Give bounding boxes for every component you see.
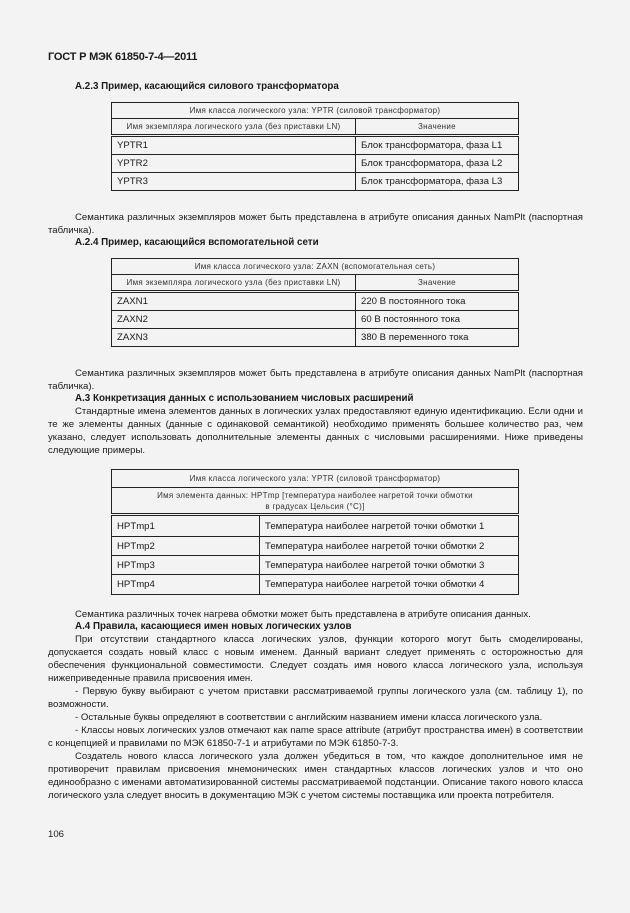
instance-value: 60 В постоянного тока — [356, 311, 519, 329]
element-name: HPTmp3 — [112, 556, 260, 575]
document-header: ГОСТ Р МЭК 61850-7-4—2011 — [48, 51, 198, 63]
section-heading-a3: А.3 Конкретизация данных с использованием числовых расширений — [75, 393, 414, 404]
instance-name: ZAXN3 — [112, 329, 356, 347]
table-class-header: Имя класса логического узла: ZAXN (вспомогательная сеть) — [112, 259, 519, 275]
instance-name: ZAXN1 — [112, 292, 356, 311]
section-heading-a4: А.4 Правила, касающиеся имен новых логических узлов — [75, 621, 352, 632]
instance-name: YPTR1 — [112, 136, 356, 155]
page-number: 106 — [48, 829, 65, 840]
rule-item: - Первую букву выбирают с учетом приставки рассматриваемой группы логического узла (см. таблицу 1), по возможности. — [48, 686, 583, 710]
table-row — [112, 173, 519, 191]
column-header-instance: Имя экземпляра логического узла (без приставки LN) — [112, 275, 356, 292]
table-zaxn-instances — [111, 258, 519, 347]
table-class-header: Имя класса логического узла: YPTR (силовой трансформатор) — [112, 103, 519, 119]
table-row — [112, 311, 519, 329]
table-row — [112, 329, 519, 347]
table-row — [112, 537, 519, 556]
element-value: Температура наиболее нагретой точки обмотки 4 — [260, 575, 519, 595]
table-row — [112, 292, 519, 311]
rule-item: - Классы новых логических узлов отмечают как name space attribute (атрибут пространства имен) в соответствии с концепцией и правилами по МЭК 61850-7-1 и атрибутами по МЭК 61850-7-3. — [48, 725, 583, 749]
column-header-value: Значение — [356, 119, 519, 136]
instance-name: YPTR2 — [112, 155, 356, 173]
element-name: HPTmp2 — [112, 537, 260, 556]
element-name: HPTmp4 — [112, 575, 260, 595]
section-heading-a23: А.2.3 Пример, касающийся силового трансформатора — [75, 81, 339, 92]
instance-value: Блок трансформатора, фаза L2 — [356, 155, 519, 173]
table-yptr-instances — [111, 102, 519, 191]
table-element-header: Имя элемента данных: HPTmp [температура наиболее нагретой точки обмотки в градусах Цельсия (°С)] — [112, 488, 519, 515]
a4-body — [48, 633, 583, 802]
table-row — [112, 136, 519, 155]
table-row — [112, 556, 519, 575]
body-paragraph: Стандартные имена элементов данных в логических узлах предоставляют единую идентификацию. Если одни и те же элементы данных (данные с одинаковой семантикой) необходимо применять большее количество раз, чем указано, следует использовать дополнительные элементы данных с числовыми расширениями. Ниже приведены следующие примеры. — [48, 406, 583, 456]
table-row — [112, 575, 519, 595]
column-header-instance: Имя экземпляра логического узла (без приставки LN) — [112, 119, 356, 136]
body-paragraph: При отсутствии стандартного класса логических узлов, функции которого могут быть смоделированы, допускается создать новый класс с новым именем. Данный вариант следует применять с осторожностью для обеспечения функциональной совместимости. Следует создать имя нового класса логического узла, используя нижеприведенные правила присвоения имен. — [48, 634, 583, 684]
note-paragraph: Семантика различных экземпляров может быть представлена в атрибуте описания данных NamPlt (паспортная табличка). — [48, 368, 583, 392]
instance-name: YPTR3 — [112, 173, 356, 191]
element-value: Температура наиболее нагретой точки обмотки 3 — [260, 556, 519, 575]
note-paragraph: Семантика различных экземпляров может быть представлена в атрибуте описания данных NamPlt (паспортная табличка). — [48, 212, 583, 236]
rule-item: - Остальные буквы определяют в соответствии с английским названием имени класса логического узла. — [75, 712, 543, 723]
body-paragraph: Создатель нового класса логического узла должен убедиться в том, что каждое дополнительное имя не противоречит правилам присвоения мнемонических имен стандартных классов логических узлов и что оно единообразно с именами автоматизированной системы рассматриваемой подстанции. Описание такого нового класса логического узла следует вносить в документацию МЭК с учетом системы поставщика или проекта потребителя. — [48, 751, 583, 801]
instance-value: Блок трансформатора, фаза L1 — [356, 136, 519, 155]
note-paragraph: Семантика различных точек нагрева обмотки может быть представлена в атрибуте описания данных. — [75, 609, 531, 620]
element-value: Температура наиболее нагретой точки обмотки 2 — [260, 537, 519, 556]
table-hptmp-elements — [111, 469, 519, 595]
element-value: Температура наиболее нагретой точки обмотки 1 — [260, 515, 519, 537]
table-row — [112, 155, 519, 173]
instance-value: 380 В переменного тока — [356, 329, 519, 347]
instance-name: ZAXN2 — [112, 311, 356, 329]
section-heading-a24: А.2.4 Пример, касающийся вспомогательной сети — [75, 237, 319, 248]
instance-value: Блок трансформатора, фаза L3 — [356, 173, 519, 191]
table-class-header: Имя класса логического узла: YPTR (силовой трансформатор) — [112, 470, 519, 488]
table-row — [112, 515, 519, 537]
element-name: HPTmp1 — [112, 515, 260, 537]
column-header-value: Значение — [356, 275, 519, 292]
instance-value: 220 В постоянного тока — [356, 292, 519, 311]
